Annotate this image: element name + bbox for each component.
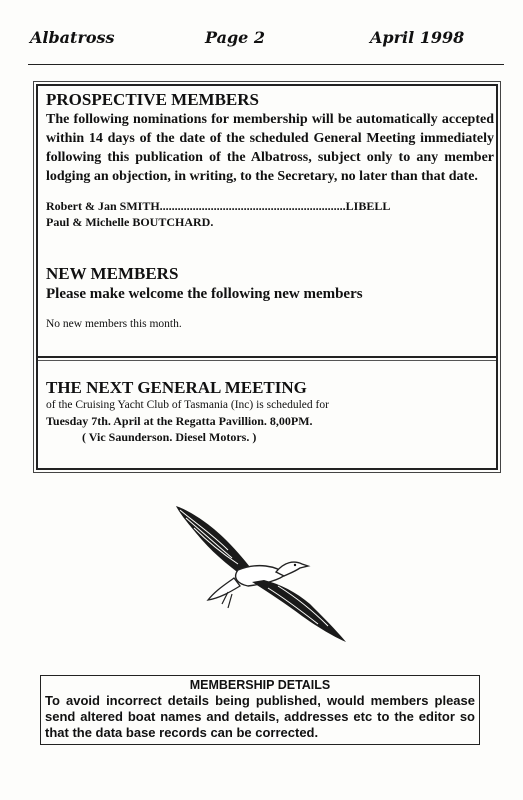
albatross-illustration-icon [168,500,368,650]
meeting-date: Tuesday 7th. April at the Regatta Pavillion. 8,00PM. [46,414,313,428]
page-header [0,0,523,66]
newsletter-name: Albatross [30,28,115,47]
general-meeting-section [46,378,494,445]
membership-details-box [40,675,480,745]
nominee-row [46,198,494,214]
membership-details-text: To avoid incorrect details being published, would members please send altered boat names and details, addresses etc to the editor so that the data base records can be corrected. [45,693,475,740]
meeting-sponsor: ( Vic Saunderson. Diesel Motors. ) [82,430,257,444]
notices-box [36,84,498,470]
section-divider [38,360,496,361]
prospective-members-section [46,90,494,230]
nominee-boat: LIBELL [345,199,391,213]
meeting-line: of the Cruising Yacht Club of Tasmania (Inc) is scheduled for [46,399,329,411]
nominee-name: Robert & Jan SMITH [46,199,160,213]
general-meeting-heading: THE NEXT GENERAL MEETING [46,378,307,397]
new-members-text: No new members this month. [46,318,182,330]
nominee-row: Paul & Michelle BOUTCHARD. [46,215,214,229]
new-members-section [46,264,494,332]
prospective-members-heading: PROSPECTIVE MEMBERS [46,90,259,109]
new-members-heading: NEW MEMBERS [46,264,179,283]
issue-date: April 1998 [370,28,465,47]
page-number: Page 2 [205,28,266,47]
prospective-members-text: The following nominations for membership will be automatically accepted within 14 days of the date of the scheduled General Meeting immediately following this publication of the Albatross, subject only to any member lodging an objection, in writing, to the Secretary, no later than that date. [46,112,494,184]
new-members-subheading: Please make welcome the following new members [46,286,363,302]
section-divider [38,356,496,358]
membership-details-title: MEMBERSHIP DETAILS [189,678,331,692]
nominee-leader: .............................................................. [159,199,346,213]
header-rule [28,64,504,65]
